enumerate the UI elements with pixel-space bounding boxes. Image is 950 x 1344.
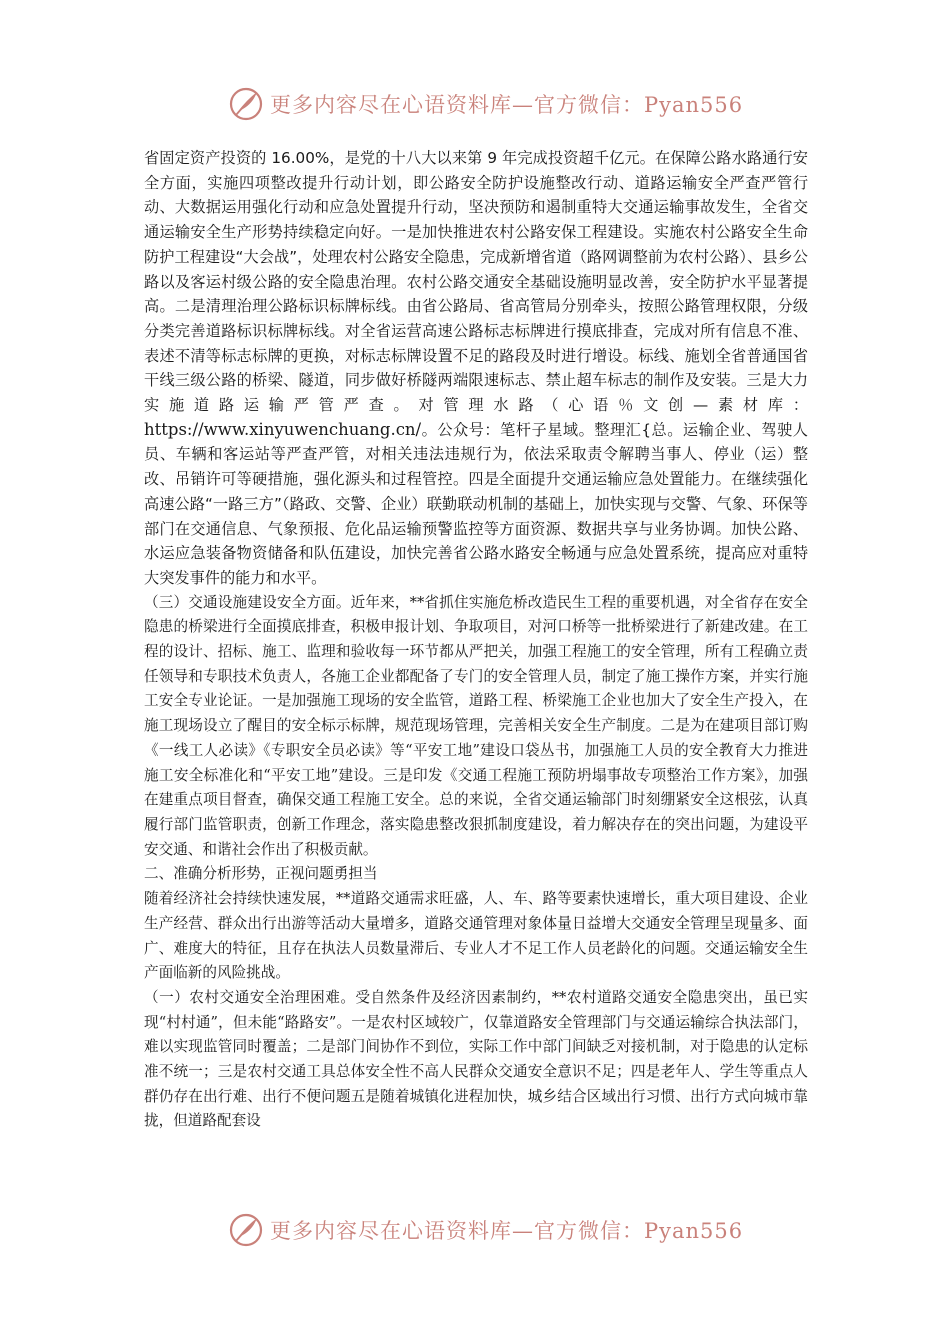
feather-quill-logo-icon [228, 86, 264, 122]
paragraph-rural-safety: （一）农村交通安全治理困难。受自然条件及经济因素制约，**农村道路交通安全隐患突出，虽已实现“村村通”，但未能“路路安”。一是农村区域较广，仅靠道路安全管理部门与交通运输综合执法部门，难以实现监管同时覆盖；二是部门间协作不到位，实际工作中部门间缺乏对接机制，对于隐患的认定标准不统一；三是农村交通工具总体安全性不高人民群众交通安全意识不足；四是老年人、学生等重点人群仍存在出行难、出行不便问题五是随着城镇化进程加快，城乡结合区域出行习惯、出行方式向城市靠拢，但道路配套设 [144, 988, 808, 1130]
footer-banner [228, 1208, 744, 1252]
banner-text: 更多内容尽在心语资料库—官方微信：Pyan556 [270, 1219, 744, 1243]
source-url-link[interactable]: https://www.xinyuwenchuang.cn/ [144, 419, 422, 439]
paragraph-text: 。公众号：笔杆子星域。整理汇{总。运输企业、驾驶人员、车辆和客运站等严查严管，对相关违法违规行为，依法采取责令解聘当事人、停业（运）整改、吊销许可等硬措施，强化源头和过程管控。四是全面提升交通运输应急处置能力。在继续强化高速公路“一路三方”（路政、交警、企业）联勤联动机制的基础上，加快实现与交警、气象、环保等部门在交通信息、气象预报、危化品运输预警监控等方面资源、数据共享与业务协调。加快公路、水运应急装备物资储备和队伍建设，加快完善省公路水路安全畅通与应急处置系统，提高应对重特大突发事件的能力和水平。 [144, 420, 808, 587]
feather-quill-logo-icon [228, 1212, 264, 1248]
paragraph-infrastructure-safety: （三）交通设施建设安全方面。近年来，**省抓住实施危桥改造民生工程的重要机遇，对全省存在安全隐患的桥梁进行全面摸底排查，积极申报计划、争取项目，对河口桥等一批桥梁进行了新建改建。在工程的设计、招标、施工、监理和验收每一环节都从严把关，加强工程施工的安全管理，所有工程确立责任领导和专职技术负责人，各施工企业都配备了专门的安全管理人员，制定了施工操作方案，并实行施工安全专业论证。一是加强施工现场的安全监管，道路工程、桥梁施工企业也加大了安全生产投入，在施工现场设立了醒目的安全标示标牌，规范现场管理，完善相关安全生产制度。二是为在建项目部订购《一线工人必读》《专职安全员必读》等“平安工地”建设口袋丛书，加强施工人员的安全教育大力推进施工安全标准化和“平安工地”建设。三是印发《交通工程施工预防坍塌事故专项整治工作方案》，加强在建重点项目督查，确保交通工程施工安全。总的来说，全省交通运输部门时刻绷紧安全这根弦，认真履行部门监管职责，创新工作理念，落实隐患整改狠抓制度建设，着力解决存在的突出问题，为建设平安交通、和谐社会作出了积极贡献。 [144, 593, 808, 858]
header-banner [228, 82, 744, 126]
paragraph-situation: 随着经济社会持续快速发展，**道路交通需求旺盛，人、车、路等要素快速增长，重大项目建设、企业生产经营、群众出行出游等活动大量增多，道路交通管理对象体量日益增大交通安全管理呈现量多、面广、难度大的特征，且存在执法人员数量滞后、专业人才不足工作人员老龄化的问题。交通运输安全生产面临新的风险挑战。 [144, 890, 808, 982]
document-body [144, 146, 808, 1134]
section-heading: 二、准确分析形势，正视问题勇担当 [144, 865, 378, 883]
banner-text: 更多内容尽在心语资料库—官方微信：Pyan556 [270, 93, 744, 117]
paragraph-text: 省固定资产投资的 16.00%，是党的十八大以来第 9 年完成投资超千亿元。在保障公路水路通行安全方面，实施四项整改提升行动计划，即公路安全防护设施整改行动、道路运输安全严查严管行动、大数据运用强化行动和应急处置提升行动，坚决预防和遏制重特大交通运输事故发生，全省交通运输安全生产形势持续稳定向好。一是加快推进农村公路安保工程建设。实施农村公路安全生命防护工程建设“大会战”，处理农村公路安全隐患，完成新增省道（路网调整前为农村公路）、县乡公路以及客运村级公路的安全隐患治理。农村公路交通安全基础设施明显改善，安全防护水平显著提高。二是清理治理公路标识标牌标线。由省公路局、省高管局分别牵头，按照公路管理权限，分级分类完善道路标识标牌标线。对全省运营高速公路标志标牌进行摸底排查，完成对所有信息不准、表述不清等标志标牌的更换，对标志标牌设置不足的路段及时进行增设。标线、施划全省普通国省干线三级公路的桥梁、隧道，同步做好桥隧两端限速标志、禁止超车标志的制作及安装。三是大力实施道路运输严管严查。对管理水路（心语％文创—素材库： [144, 149, 808, 415]
paragraph-safety-measures [144, 146, 808, 591]
